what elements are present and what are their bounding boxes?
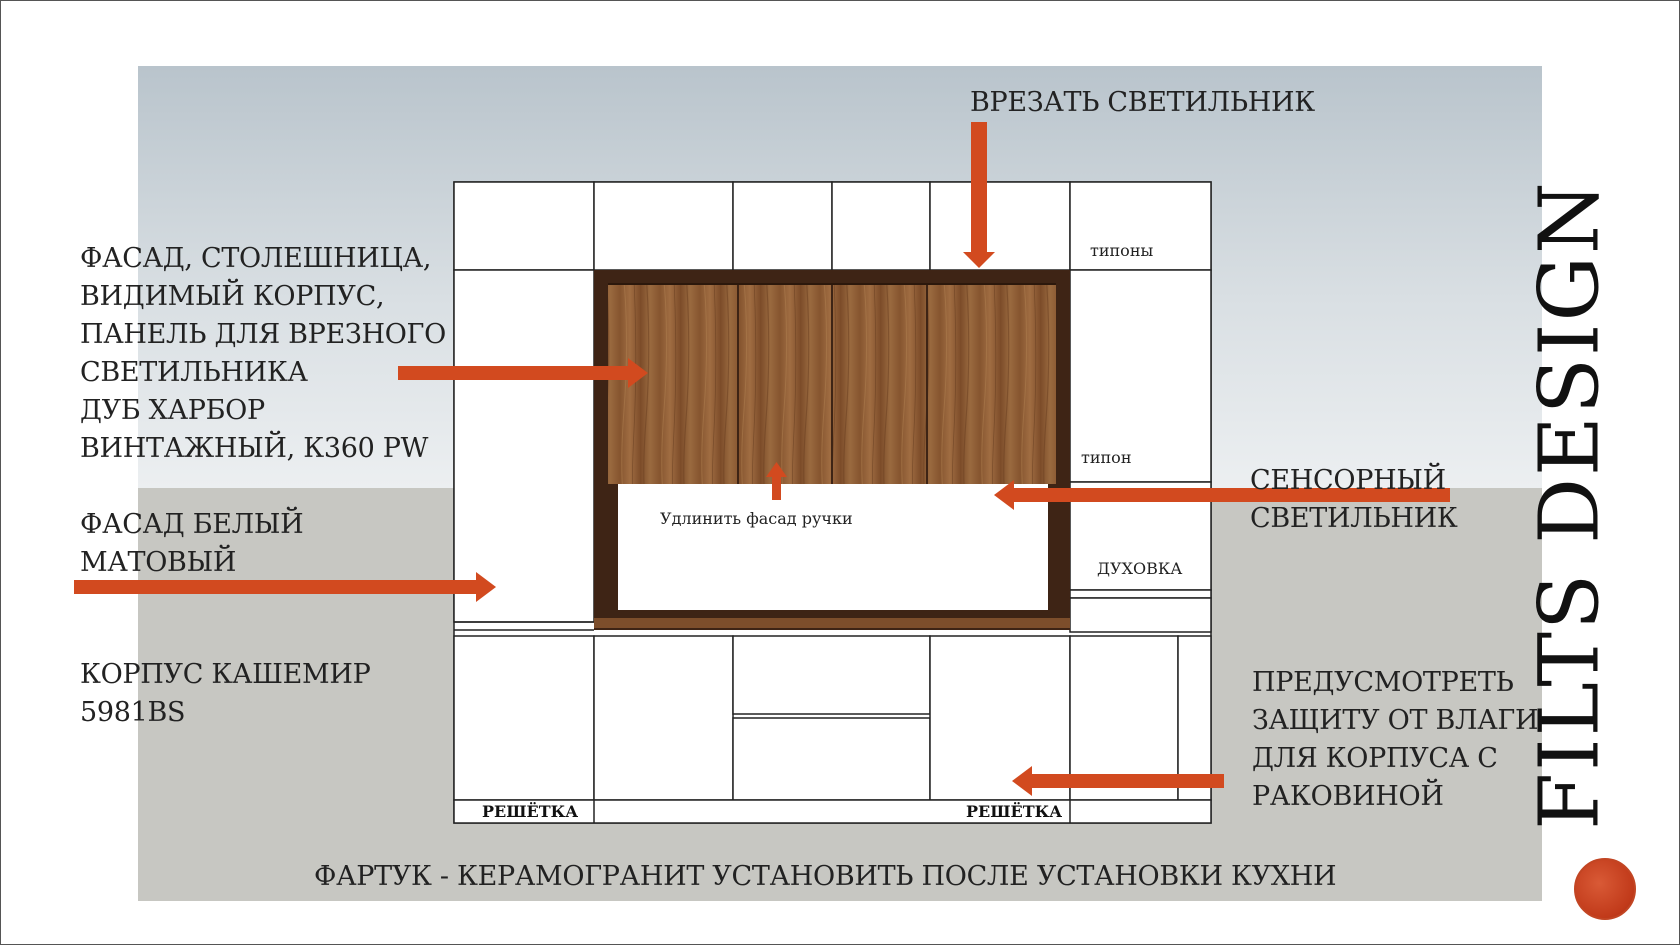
label-facade-line1: ФАСАД, СТОЛЕШНИЦА, [80, 243, 432, 274]
label-facade-line4: СВЕТИЛЬНИКА [80, 357, 308, 388]
label-body-line1: КОРПУС КАШЕМИР [80, 659, 371, 690]
wood-niche [594, 270, 1070, 630]
label-body-line2: 5981BS [80, 697, 186, 728]
label-facade-line3: ПАНЕЛЬ ДЛЯ ВРЕЗНОГО [80, 319, 446, 350]
label-white-line1: ФАСАД БЕЛЫЙ [80, 509, 304, 540]
label-moisture-line4: РАКОВИНОЙ [1252, 781, 1444, 812]
label-tipony: типоны [1090, 241, 1154, 260]
label-cut-light: ВРЕЗАТЬ СВЕТИЛЬНИК [970, 87, 1315, 118]
label-oven: ДУХОВКА [1097, 559, 1183, 578]
label-white-line2: МАТОВЫЙ [80, 547, 237, 578]
label-moisture-line2: ЗАЩИТУ ОТ ВЛАГИ [1252, 705, 1539, 736]
label-facade-line6: ВИНТАЖНЫЙ, К360 PW [80, 433, 429, 464]
label-tipon: типон [1081, 448, 1132, 467]
label-moisture-line3: ДЛЯ КОРПУСА С [1252, 743, 1498, 774]
label-grate-left: РЕШЁТКА [482, 802, 579, 821]
label-moisture-line1: ПРЕДУСМОТРЕТЬ [1252, 667, 1514, 698]
label-handle: Удлинить фасад ручки [660, 509, 853, 528]
label-apron: ФАРТУК - КЕРАМОГРАНИТ УСТАНОВИТЬ ПОСЛЕ УСТАНОВКИ КУХНИ [314, 861, 1337, 892]
label-facade-line2: ВИДИМЫЙ КОРПУС, [80, 281, 385, 312]
brand-logo [1574, 858, 1636, 920]
label-facade-line5: ДУБ ХАРБОР [80, 395, 265, 426]
brand-title: FILTS DESIGN [1522, 180, 1618, 830]
label-grate-right: РЕШЁТКА [966, 802, 1063, 821]
label-sensor-line1: СЕНСОРНЫЙ [1250, 465, 1446, 496]
label-sensor-line2: СВЕТИЛЬНИК [1250, 503, 1458, 534]
